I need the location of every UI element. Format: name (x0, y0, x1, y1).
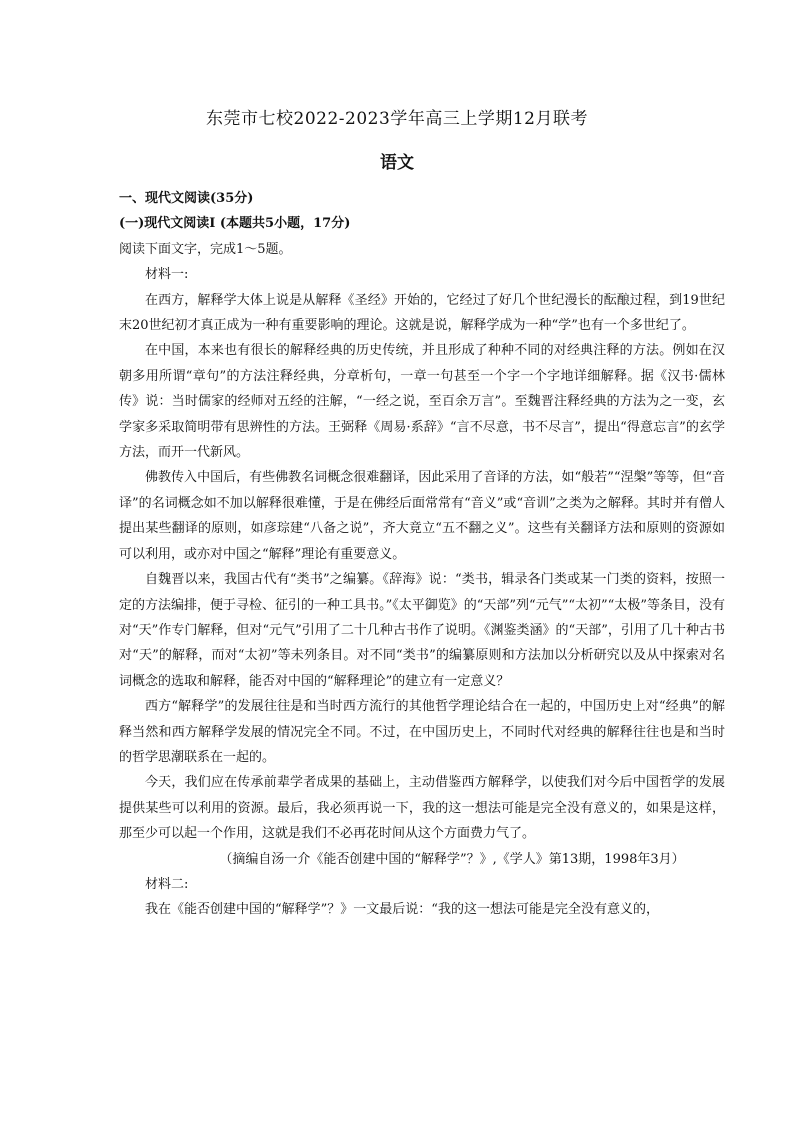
material-one-label: 材料一: (145, 267, 189, 283)
material-one-paragraph: 自魏晋以来，我国古代有“类书”之编纂。《辞海》说：“类书，辑录各门类或某一门类的资料，按照一定的方法编排，便于寻检、征引的一种工具书。”《太平御览》的“天部”列“元气”“太初”“太极”等条目，没有对“天”作专门解释，但对“元气”引用了二十几种古书作了说明。《渊鉴类涵》的“天部”，引用了几十种古书对“天”的解释，而对“太初”等未列条目。对不同“类书”的编纂原则和方法加以分析研究以及从中探索对名词概念的选取和解释，能否对中国的“解释理论”的建立有一定意义？ (119, 572, 725, 689)
material-one-source: （摘编自汤一介《能否创建中国的“解释学”？》,《学人》第13期，1998年3月） (219, 851, 685, 867)
material-one-paragraph: 在中国，本来也有很长的解释经典的历史传统，并且形成了种种不同的对经典注释的方法。例如在汉朝多用所谓“章句”的方法注释经典，分章析句，一章一句甚至一个字一个字地详细解释。据《汉书·儒林传》说：当时儒家的经师对五经的注解，“一经之说，至百余万言”。至魏晋注释经典的方法为之一变，玄学家多采取简明带有思辨性的方法。王弼释《周易·系辞》“言不尽意，书不尽言”，提出“得意忘言”的玄学方法，而开一代新风。 (119, 343, 725, 461)
section-subheading: (一)现代文阅读Ⅰ (本题共5小题，17分) (119, 216, 351, 232)
material-one-paragraph: 佛教传入中国后，有些佛教名词概念很难翻译，因此采用了音译的方法，如“般若”“涅槃”等等，但“音译”的名词概念如不加以解释很难懂，于是在佛经后面常常有“音义”或“音训”之类为之解释。其时并有僧人提出某些翻译的原则，如彦琮建“八备之说”，齐大竟立“五不翻之义”。这些有关翻译方法和原则的资源如可以利用，或亦对中国之“解释”理论有重要意义。 (119, 470, 725, 562)
material-one-paragraph: 今天，我们应在传承前辈学者成果的基础上，主动借鉴西方解释学，以使我们对今后中国哲学的发展提供某些可以利用的资源。最后，我必须再说一下，我的这一想法可能是完全没有意义的，如果是这样，那至少可以起一个作用，这就是我们不必再花时间从这个方面费力气了。 (119, 775, 725, 842)
exam-title: 东莞市七校2022-2023学年高三上学期12月联考 (206, 109, 588, 129)
subject-title: 语文 (380, 153, 414, 173)
material-two-paragraph: 我在《能否创建中国的“解释学”？》一文最后说：“我的这一想法可能是完全没有意义的， (145, 902, 659, 918)
material-one-paragraph: 西方“解释学”的发展往往是和当时西方流行的其他哲学理论结合在一起的，中国历史上对“经典”的解释当然和西方解释学发展的情况完全不同。不过，在中国历史上，不同时代对经典的解释往往也是和当时的哲学思潮联系在一起的。 (119, 699, 725, 765)
instruction-text: 阅读下面文字，完成1～5题。 (119, 241, 292, 257)
section-heading: 一、现代文阅读(35分) (119, 191, 254, 206)
material-two-label: 材料二: (145, 876, 189, 892)
material-one-paragraph: 在西方，解释学大体上说是从解释《圣经》开始的，它经过了好几个世纪漫长的酝酿过程，到19世纪末20世纪初才真正成为一种有重要影响的理论。这就是说，解释学成为一种“学”也有一个多世纪了。 (119, 292, 725, 334)
document-body (119, 186, 725, 923)
